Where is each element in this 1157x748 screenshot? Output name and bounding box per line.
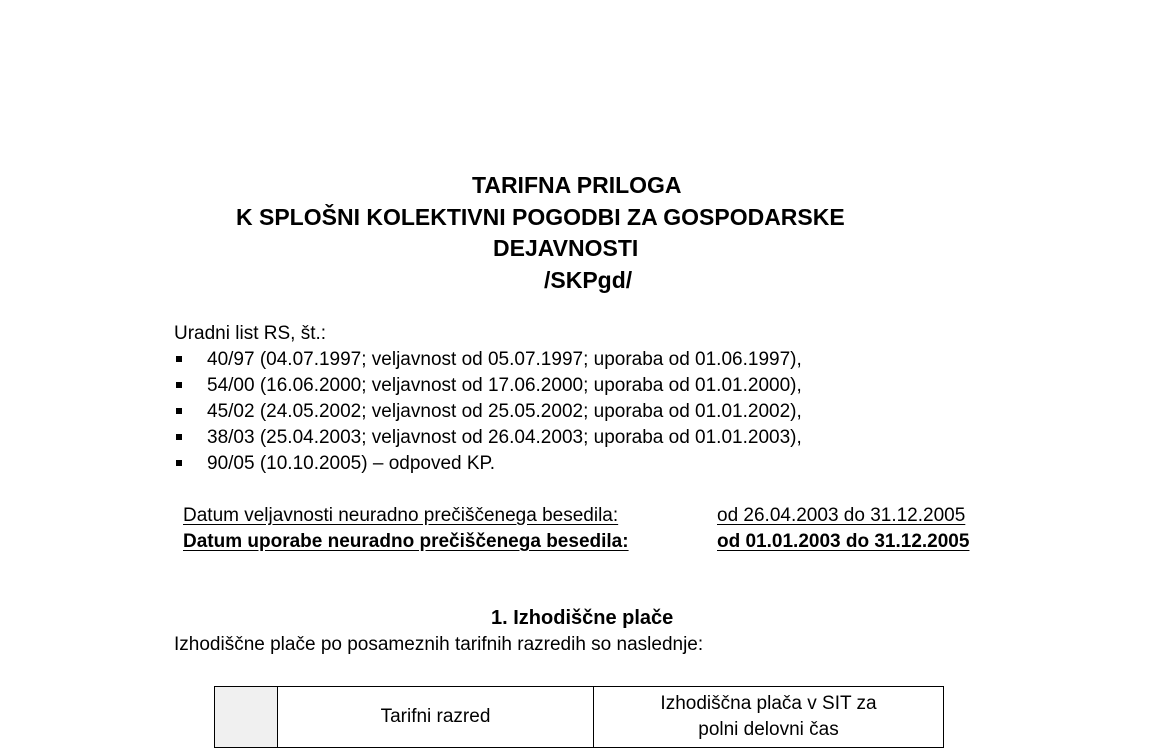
gazette-label: Uradni list RS, št.: <box>174 323 327 344</box>
square-bullet-icon <box>176 356 182 362</box>
table-header-row <box>215 687 944 748</box>
gazette-references <box>174 321 802 477</box>
gazette-item-text: 45/02 (24.05.2002; veljavnost od 25.05.2002; uporaba od 01.01.2002), <box>207 401 802 422</box>
header-line: polni delovni čas <box>698 719 839 740</box>
use-label: Datum uporabe neuradno prečiščenega besedila: <box>183 531 629 552</box>
use-value: od 01.01.2003 do 31.12.2005 <box>717 531 970 552</box>
validity-label: Datum veljavnosti neuradno prečiščenega besedila: <box>183 505 619 526</box>
list-item <box>174 425 802 451</box>
header-line: Izhodiščna plača v SIT za <box>660 693 877 714</box>
title-line-3: DEJAVNOSTI <box>493 235 639 261</box>
gazette-list <box>174 347 802 477</box>
list-item <box>174 399 802 425</box>
section-intro: Izhodiščne plače po posameznih tarifnih razredih so naslednje: <box>174 634 704 655</box>
table-header-tariff-class: Tarifni razred <box>278 687 594 748</box>
square-bullet-icon <box>176 434 182 440</box>
validity-value: od 26.04.2003 do 31.12.2005 <box>717 505 966 526</box>
list-item <box>174 373 802 399</box>
section-heading: 1. Izhodiščne plače <box>491 607 674 629</box>
title-line-4: /SKPgd/ <box>544 267 633 293</box>
title-line-1: TARIFNA PRILOGA <box>472 172 682 198</box>
table-header-base-salary <box>594 687 944 748</box>
table-header-empty <box>215 687 278 748</box>
gazette-item-text: 90/05 (10.10.2005) – odpoved KP. <box>207 453 496 474</box>
square-bullet-icon <box>176 382 182 388</box>
gazette-item-text: 38/03 (25.04.2003; veljavnost od 26.04.2003; uporaba od 01.01.2003), <box>207 427 802 448</box>
list-item <box>174 347 802 373</box>
list-item <box>174 451 802 477</box>
gazette-item-text: 54/00 (16.06.2000; veljavnost od 17.06.2000; uporaba od 01.01.2000), <box>207 375 802 396</box>
square-bullet-icon <box>176 408 182 414</box>
title-line-2: K SPLOŠNI KOLEKTIVNI POGODBI ZA GOSPODARSKE <box>236 204 845 230</box>
gazette-item-text: 40/97 (04.07.1997; veljavnost od 05.07.1997; uporaba od 01.06.1997), <box>207 349 802 370</box>
tariff-table <box>214 686 944 748</box>
square-bullet-icon <box>176 460 182 466</box>
